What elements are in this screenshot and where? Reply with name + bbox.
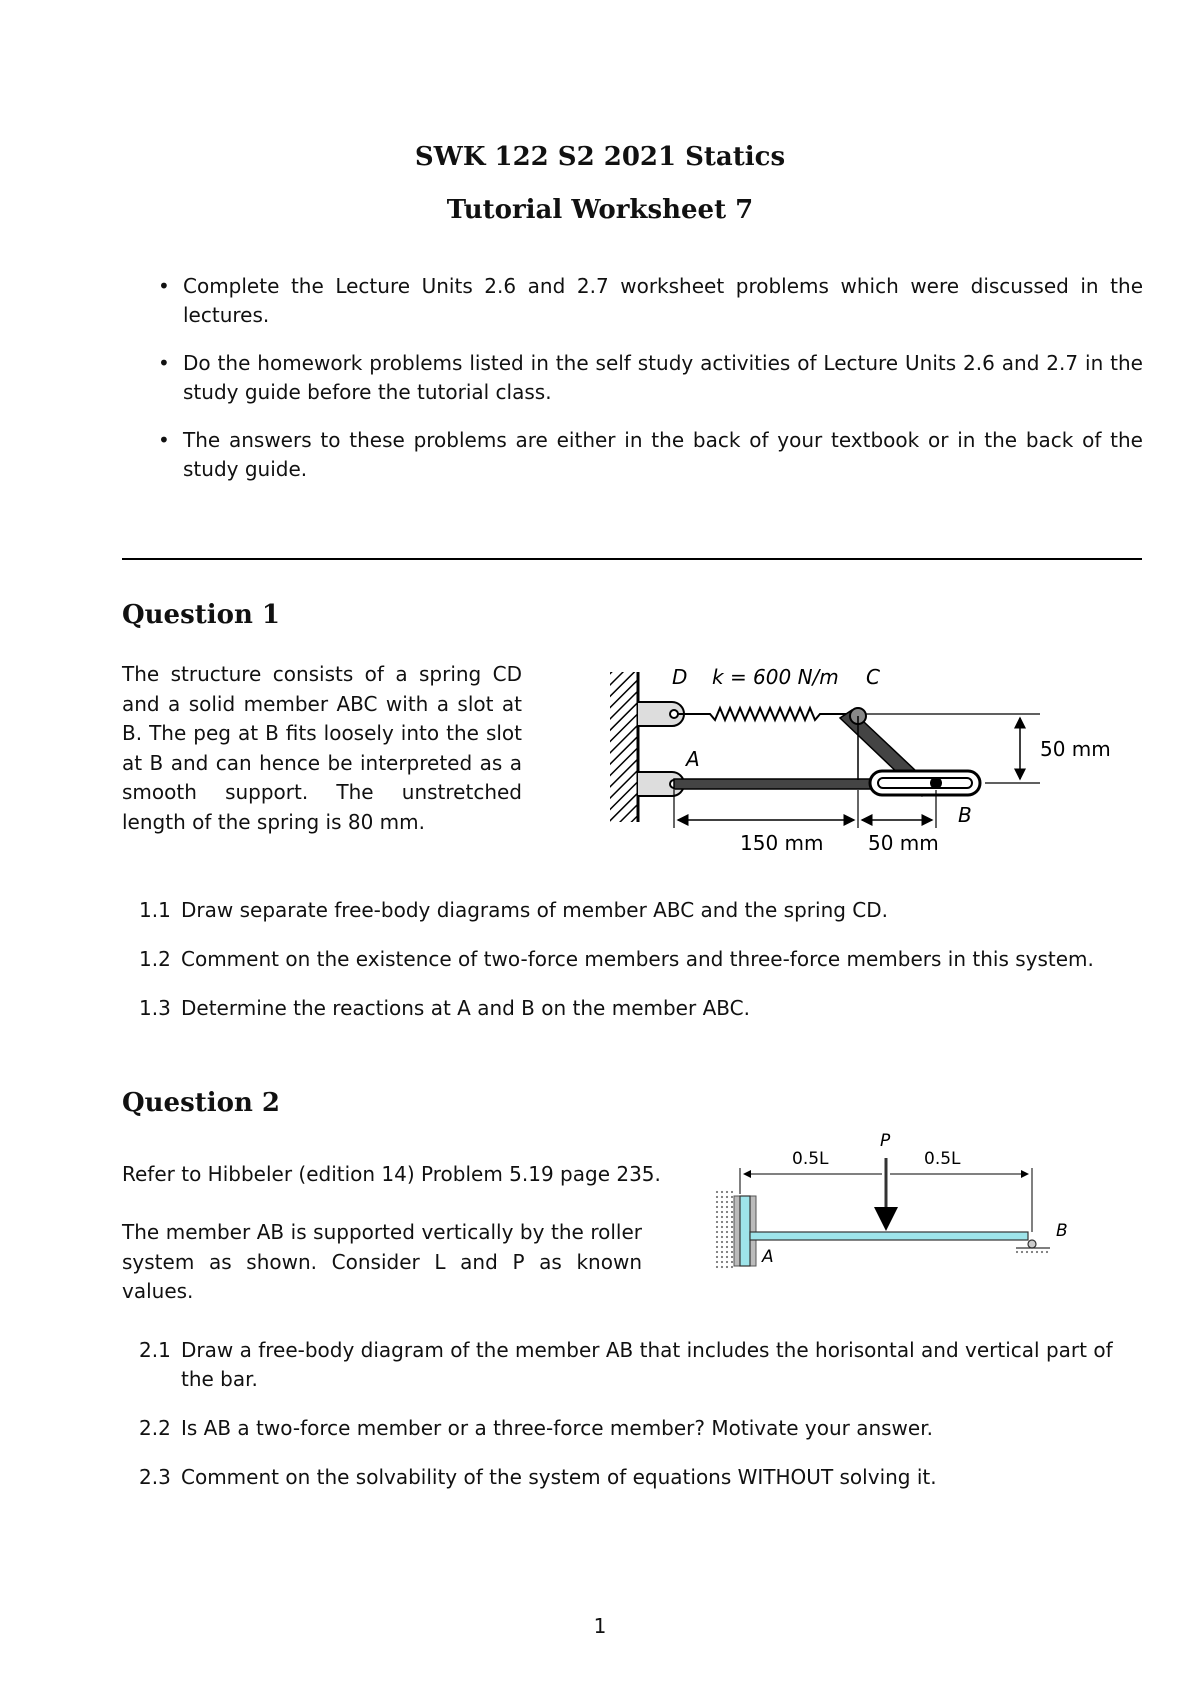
item-number: 2.1: [139, 1338, 171, 1362]
question-1-items: [139, 896, 1143, 1043]
roller-b: [1028, 1240, 1036, 1248]
instruction-item: • The answers to these problems are either in the back of your textbook or in the back of the study guide.: [158, 426, 1143, 484]
item-text: Is AB a two-force member or a three-force member? Motivate your answer.: [181, 1416, 933, 1440]
item-number: 1.3: [139, 996, 171, 1020]
item-text: Comment on the existence of two-force members and three-force members in this system.: [181, 947, 1094, 971]
instruction-list: [158, 272, 1143, 503]
label-dim-50-horizontal: 50 mm: [868, 831, 939, 850]
question-1-heading: Question 1: [122, 600, 281, 630]
label-p: P: [880, 1131, 891, 1151]
instruction-item: • Complete the Lecture Units 2.6 and 2.7 worksheet problems which were discussed in the lectures.: [158, 272, 1143, 330]
label-dim-150: 150 mm: [740, 831, 824, 850]
label-b: B: [958, 803, 972, 827]
section-divider: [122, 558, 1142, 560]
label-dim-right: 0.5L: [924, 1149, 961, 1169]
label-d: D: [672, 665, 688, 689]
question-item: [139, 896, 1143, 925]
course-title: SWK 122 S2 2021 Statics: [414, 142, 786, 172]
item-number: 1.1: [139, 898, 171, 922]
question-item: [139, 994, 1143, 1023]
page-number: 1: [593, 1614, 607, 1638]
question-2-reference: Refer to Hibbeler (edition 14) Problem 5.19 page 235.: [122, 1162, 661, 1186]
member-abc-horizontal: [674, 779, 874, 789]
label-dim-50-vertical: 50 mm: [1040, 737, 1111, 761]
question-item: [139, 1414, 1143, 1443]
label-a: A: [762, 1247, 774, 1267]
item-text: Determine the reactions at A and B on the member ABC.: [181, 996, 750, 1020]
worksheet-title: Tutorial Worksheet 7: [446, 195, 754, 225]
item-text: Draw separate free-body diagrams of member ABC and the spring CD.: [181, 898, 889, 922]
item-number: 2.3: [139, 1465, 171, 1489]
label-b: B: [1056, 1221, 1068, 1241]
item-number: 1.2: [139, 947, 171, 971]
member-ab-vertical: [740, 1196, 750, 1266]
label-c: C: [866, 665, 880, 689]
question-item: [139, 1463, 1143, 1492]
item-text: Draw a free-body diagram of the member AB that includes the horisontal and vertical part of the bar.: [181, 1338, 1113, 1391]
label-dim-left: 0.5L: [792, 1149, 829, 1169]
spring-cd: [678, 708, 848, 720]
question-2-heading: Question 2: [122, 1088, 281, 1118]
item-number: 2.2: [139, 1416, 171, 1440]
question-1-text: The structure consists of a spring CD and a solid member ABC with a slot at B. The peg at B fits loosely into the slot at B and can hence be interpreted as a smooth support. The unstretched length of the spring is 80 mm.: [122, 662, 522, 834]
member-ab-horizontal: [750, 1232, 1028, 1240]
label-a: A: [686, 747, 700, 771]
question-1-figure: [600, 660, 1120, 850]
peg-b: [930, 777, 942, 789]
question-item: [139, 945, 1143, 974]
question-2-figure: [700, 1120, 1120, 1290]
question-2-items: [139, 1336, 1143, 1512]
roller-guide: [714, 1190, 734, 1270]
question-item: [139, 1336, 1143, 1394]
wall-hatching: [610, 672, 638, 822]
item-text: Comment on the solvability of the system of equations WITHOUT solving it.: [181, 1465, 937, 1489]
instruction-item: • Do the homework problems listed in the self study activities of Lecture Units 2.6 and 2.7 in the study guide before the tutorial class.: [158, 349, 1143, 407]
label-spring-k: k = 600 N/m: [712, 665, 839, 689]
question-2-text: The member AB is supported vertically by the roller system as shown. Consider L and P as known values.: [122, 1220, 642, 1303]
